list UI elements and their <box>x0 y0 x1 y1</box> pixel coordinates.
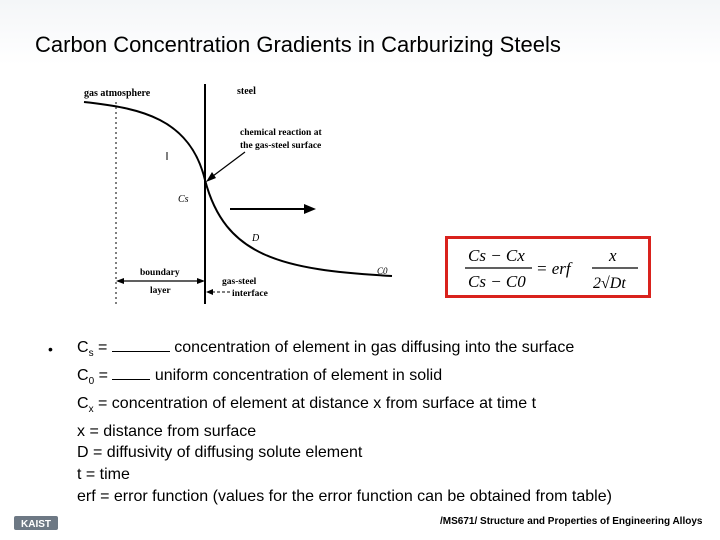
d-diagram-label: D <box>252 233 260 244</box>
cx-subscript: x <box>88 403 94 415</box>
interface-label-line2: interface <box>232 289 268 299</box>
definition-c0: $C_0$ = uniform concentration of element in solid <box>77 366 443 388</box>
concentration-curve <box>84 102 392 276</box>
c0-blank <box>112 365 150 380</box>
boundary-arrow-left <box>116 278 124 284</box>
cx-text: = concentration of element at distance x from surface at time t <box>98 394 537 412</box>
cs-diagram-label: Cs <box>178 194 189 205</box>
equation-box <box>445 236 651 298</box>
cs-subscript: s <box>88 348 94 360</box>
reaction-label-line1: chemical reaction at <box>240 128 322 138</box>
boundary-label-line1: boundary <box>140 268 180 278</box>
equation-lhs-denominator: Cs − C0 <box>468 272 526 291</box>
definition-x: x = distance from surface <box>77 422 257 440</box>
footer-course-label: /MS671/ Structure and Properties of Engineering Alloys <box>440 516 703 527</box>
svg-text:KAIST: KAIST <box>21 519 51 530</box>
bullet-dot: • <box>48 341 53 357</box>
cs-symbol: C <box>77 339 89 356</box>
c0-text: uniform concentration of element in solid <box>154 366 443 384</box>
reaction-arrowhead <box>206 172 216 182</box>
cx-symbol: C <box>77 394 89 412</box>
interface-arrowhead <box>206 289 213 295</box>
equation-svg <box>448 239 648 295</box>
definition-t: t = time <box>77 466 130 484</box>
definition-erf: erf = error function (values for the error function can be obtained from table) <box>77 487 612 505</box>
definition-cs: $C_s$ = concentration of element in gas diffusing into the surface <box>77 339 575 360</box>
equation-erf: = erf <box>536 259 571 278</box>
c0-diagram-label: C0 <box>377 266 388 276</box>
reaction-arrow <box>209 152 245 179</box>
equation-rhs-numerator: x <box>609 246 617 265</box>
definitions-list <box>77 337 707 507</box>
reaction-label-line2: the gas-steel surface <box>240 141 322 151</box>
carburizing-diagram <box>70 78 400 310</box>
kaist-logo <box>14 515 58 531</box>
slide-title: Carbon Concentration Gradients in Carburizing Steels <box>35 32 561 57</box>
c0-subscript: 0 <box>88 376 95 388</box>
steel-label: steel <box>237 86 256 97</box>
definition-d: D = diffusivity of diffusing solute element <box>77 444 363 462</box>
equation-rhs-denominator: 2√Dt <box>593 275 626 292</box>
boundary-label-line2: layer <box>150 286 171 296</box>
equation-lhs-numerator: Cs − Cx <box>468 246 525 265</box>
diffusion-arrowhead <box>304 204 316 214</box>
boundary-arrow-right <box>197 278 205 284</box>
cs-text: concentration of element in gas diffusing into the surface <box>174 339 575 356</box>
cs-blank <box>112 337 170 352</box>
c0-symbol: C <box>77 366 89 384</box>
interface-label-line1: gas-steel <box>222 277 257 287</box>
definition-cx <box>77 393 707 421</box>
gas-atmosphere-label: gas atmosphere <box>84 88 151 99</box>
